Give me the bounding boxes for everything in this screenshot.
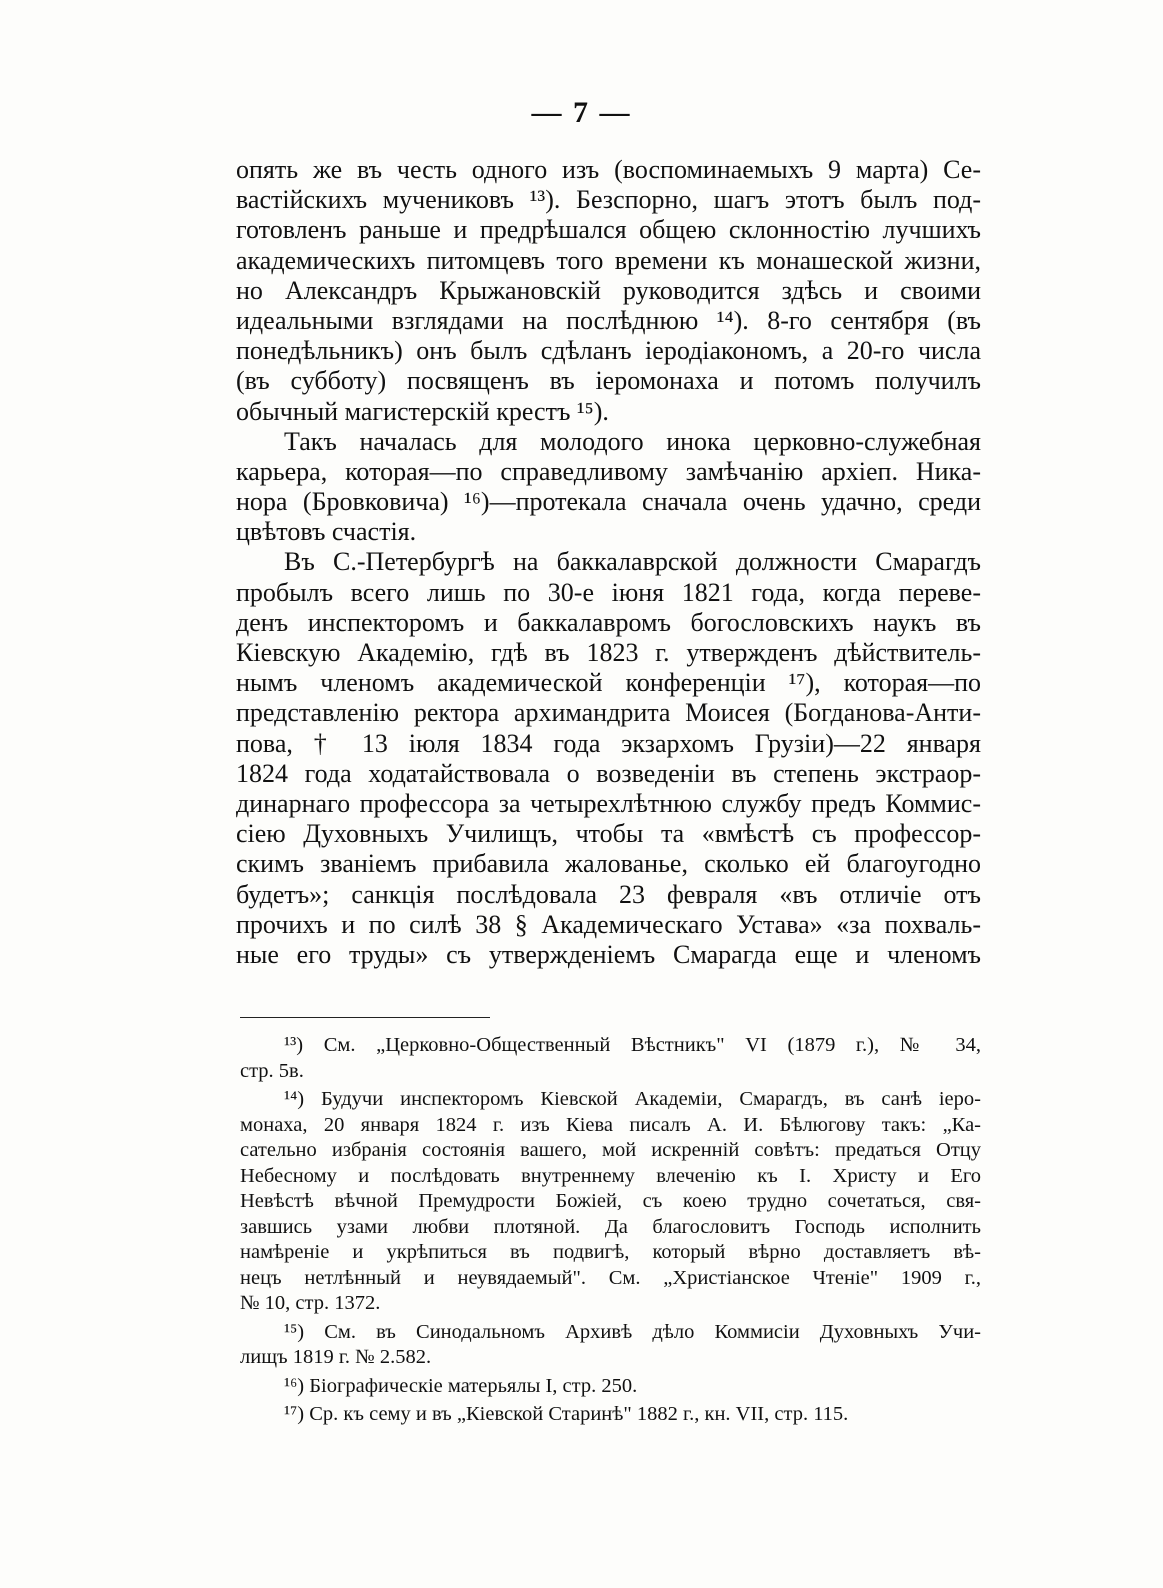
body-line: опять же въ честь одного изъ (воспоминаемыхъ 9 марта) Се- (236, 155, 981, 184)
body-line: обычный магистерскій крестъ ¹⁵). (236, 396, 609, 426)
body-line: нора (Бровковича) ¹⁶)—протекала сначала очень удачно, среди (236, 487, 981, 517)
body-line: вастійскихъ мучениковъ ¹³). Безспорно, шагъ этотъ былъ под- (236, 185, 981, 215)
footnote-line: Небесному и послѣдовать внутреннему влеченію къ І. Христу и Его (240, 1164, 981, 1187)
body-line: карьера, которая—по справедливому замѣчанію архіеп. Ника- (236, 456, 981, 486)
footnote-line: нецъ нетлѣнный и неувядаемый". См. „Христіанское Чтеніе" 1909 г., (240, 1266, 981, 1289)
main-text (236, 155, 981, 970)
footnote-line: ¹⁶) Біографическіе матерьялы I, стр. 250. (284, 1374, 638, 1397)
body-line: 1824 года ходатайствовала о возведеніи въ степень экстраор- (236, 758, 981, 788)
body-line: прочихъ и по силѣ 38 § Академическаго Устава» «за похваль- (236, 909, 981, 939)
body-line: но Александръ Крыжановскій руководится здѣсь и своими (236, 275, 981, 305)
body-line: академическихъ питомцевъ того времени къ монашеской жизни, (236, 245, 981, 275)
body-line: динарнаго профессора за четырехлѣтнюю службу предъ Коммис- (236, 788, 981, 818)
footnote-line: лищъ 1819 г. № 2.582. (240, 1346, 432, 1368)
body-line: Въ С.-Петербургѣ на баккалаврской должности Смарагдъ (284, 547, 981, 577)
body-line: денъ инспекторомъ и баккалавромъ богословскихъ наукъ въ (236, 607, 981, 637)
page-number: — 7 — (531, 96, 632, 129)
footnote-line: сательно избранія состоянія вашего, мой искренній совѣтъ: предаться Отцу (240, 1139, 981, 1161)
body-line: сіею Духовныхъ Училищъ, чтобы та «вмѣстѣ съ профессор- (236, 819, 981, 849)
footnote-line: намѣреніе и укрѣпиться въ подвигѣ, который вѣрно доставляетъ вѣ- (240, 1241, 981, 1263)
body-line: пробылъ всего лишь по 30-е іюня 1821 года, когда переве- (236, 577, 981, 607)
body-line: скимъ званіемъ прибавила жалованье, сколько ей благоугодно (236, 849, 981, 879)
body-line: Кіевскую Академію, гдѣ въ 1823 г. утвержденъ дѣйствитель- (236, 638, 981, 667)
footnote-line: стр. 5в. (240, 1059, 304, 1082)
footnote-line: завшись узами любви плотяной. Да благословитъ Господь исполнить (240, 1215, 981, 1238)
body-line: идеальными взглядами на послѣднюю ¹⁴). 8-го сентября (въ (236, 305, 981, 335)
footnote-line: ¹³) См. „Церковно-Общественный Вѣстникъ" VI (1879 г.), № 34, (284, 1034, 981, 1056)
body-line: пова, † 13 іюля 1834 года экзархомъ Грузіи)—22 января (236, 728, 981, 758)
body-line: ные его труды» съ утвержденіемъ Смарагда еще и членомъ (236, 939, 981, 969)
footnote-line: монаха, 20 января 1824 г. изъ Кіева писалъ А. И. Бѣлюгову такъ: „Ка- (240, 1113, 981, 1136)
body-line: нымъ членомъ академической конференціи ¹⁷), которая—по (236, 668, 981, 698)
footnote-line: ¹⁴) Будучи инспекторомъ Кіевской Академіи, Смарагдъ, въ санѣ іеро- (284, 1088, 981, 1110)
body-line: цвѣтовъ счастія. (236, 517, 417, 547)
body-line: готовленъ раньше и предрѣшался общею склонностію лучшихъ (236, 215, 981, 245)
footnote-line: ¹⁵) См. въ Синодальномъ Архивѣ дѣло Коммисіи Духовныхъ Учи- (284, 1320, 981, 1343)
body-line: понедѣльникъ) онъ былъ сдѣланъ іеродіакономъ, а 20-го числа (236, 336, 981, 366)
footnote-separator (240, 1017, 490, 1018)
body-line: (въ субботу) посвященъ въ іеромонаха и потомъ получилъ (236, 366, 981, 396)
body-line: будетъ»; санкція послѣдовала 23 февраля «въ отличіе отъ (236, 879, 981, 909)
footnotes (240, 1033, 981, 1428)
footnote-line: ¹⁷) Ср. къ сему и въ „Кіевской Старинѣ" 1882 г., кн. VII, стр. 115. (284, 1403, 849, 1425)
footnote-line: Невѣстѣ вѣчной Премудрости Божіей, съ коею трудно сочетаться, свя- (240, 1190, 981, 1212)
body-line: Такъ началась для молодого инока церковно-служебная (284, 426, 981, 456)
footnote-line: № 10, стр. 1372. (240, 1292, 381, 1314)
body-line: представленію ректора архимандрита Моисея (Богданова-Анти- (236, 698, 981, 728)
